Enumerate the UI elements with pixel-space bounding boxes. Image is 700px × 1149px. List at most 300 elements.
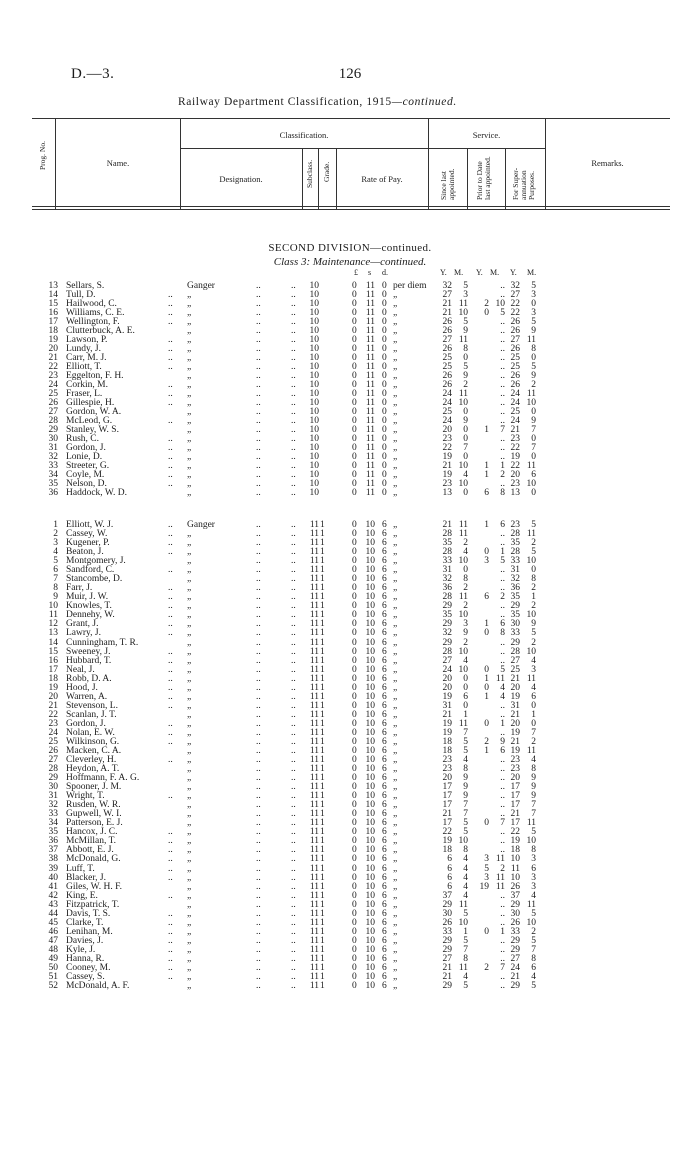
subclass: 11	[309, 628, 319, 639]
page-number: 126	[338, 66, 362, 82]
subclass: 10	[309, 407, 319, 417]
pay-period: „	[393, 335, 398, 345]
leader-dots: ..	[256, 529, 261, 540]
super-years: 26	[510, 317, 520, 327]
rate-of-pay-header: Rate of Pay.	[361, 174, 403, 184]
prog-no: 21	[48, 353, 58, 363]
super-months: 2	[531, 637, 536, 648]
subclass: 11	[309, 782, 319, 793]
leader-dots: ..	[291, 736, 296, 747]
prog-no: 50	[48, 962, 58, 973]
pay-pounds: 0	[352, 673, 357, 684]
since-years: 18	[442, 736, 452, 747]
prior-months: ..	[500, 398, 505, 408]
designation: „	[187, 709, 192, 720]
prog-no: 22	[48, 362, 58, 372]
employee-name: Wright, T.	[66, 791, 105, 802]
leader-dots: ..	[291, 425, 296, 435]
leader-dots: ..	[168, 389, 173, 399]
prior-years: 0	[484, 308, 489, 318]
subclass: 10	[309, 308, 319, 318]
pay-pence: 6	[382, 953, 387, 964]
division-title: SECOND DIVISION—continued.	[268, 242, 432, 254]
page-title-main: Railway Department Classification, 1915	[178, 96, 392, 108]
pay-pence: 6	[382, 547, 387, 558]
designation: „	[187, 836, 192, 847]
super-years: 20	[510, 682, 520, 693]
pay-pence: 6	[382, 800, 387, 811]
employee-name: Cunningham, T. R.	[66, 637, 139, 648]
since-years: 21	[442, 709, 452, 720]
pay-pounds: 0	[352, 601, 357, 612]
prior-months: ..	[500, 836, 505, 847]
leader-dots: ..	[168, 601, 173, 612]
pay-period: „	[393, 362, 398, 372]
designation: „	[187, 592, 192, 603]
prog-no: 42	[48, 890, 58, 901]
prior-months: ..	[500, 764, 505, 775]
prior-months: ..	[500, 809, 505, 820]
pay-pence: 6	[382, 592, 387, 603]
super-months: 11	[526, 335, 536, 345]
leader-dots: ..	[168, 700, 173, 711]
designation: „	[187, 655, 192, 666]
pay-period: „	[393, 619, 398, 630]
pay-pounds: 0	[352, 344, 357, 354]
since-years: 24	[442, 416, 452, 426]
prior-months: 1	[500, 547, 505, 558]
designation: „	[187, 529, 192, 540]
pay-shillings: 10	[365, 682, 375, 693]
pay-pounds: 0	[352, 872, 357, 883]
super-years: 29	[510, 944, 520, 955]
employee-name: McMillan, T.	[66, 836, 117, 847]
since-months: 10	[458, 610, 468, 621]
prog-no: 5	[53, 556, 58, 567]
pay-pounds: 0	[352, 764, 357, 775]
leader-dots: ..	[291, 827, 296, 838]
pay-pence: 0	[382, 335, 387, 345]
prog-no: 30	[48, 782, 58, 793]
leader-dots: ..	[256, 809, 261, 820]
super-years: 30	[510, 908, 520, 919]
subclass: 11	[309, 953, 319, 964]
unit-months: M.	[490, 268, 500, 277]
since-years: 18	[442, 746, 452, 756]
designation: „	[187, 583, 192, 594]
employee-name: Hanna, R.	[66, 953, 105, 964]
employee-name: Lawson, P.	[66, 335, 108, 345]
prog-no: 34	[48, 470, 58, 480]
pay-shillings: 10	[365, 890, 375, 901]
since-months: 11	[458, 520, 468, 530]
pay-period: „	[393, 890, 398, 901]
leader-dots: ..	[168, 380, 173, 390]
pay-shillings: 10	[365, 972, 375, 982]
leader-dots: ..	[168, 872, 173, 883]
pay-pence: 0	[382, 299, 387, 309]
prog-no: 26	[48, 398, 58, 408]
employee-name: Warren, A.	[66, 691, 108, 702]
leader-dots: ..	[168, 917, 173, 928]
prog-no: 35	[48, 827, 58, 838]
designation: „	[187, 736, 192, 747]
unit-pounds: £	[354, 268, 358, 277]
pay-period: „	[393, 637, 398, 648]
pay-pounds: 0	[352, 773, 357, 784]
since-months: 4	[463, 655, 468, 666]
subclass: 10	[309, 479, 319, 489]
leader-dots: ..	[256, 646, 261, 657]
super-years: 26	[510, 917, 520, 928]
prog-no-header: Prog. No.	[38, 141, 47, 170]
grade: 1	[320, 935, 325, 946]
grade: 1	[320, 682, 325, 693]
leader-dots: ..	[168, 619, 173, 630]
designation: „	[187, 317, 192, 327]
pay-pence: 6	[382, 520, 387, 530]
pay-pounds: 0	[352, 619, 357, 630]
prior-months: 6	[500, 746, 505, 756]
pay-shillings: 10	[365, 556, 375, 567]
subclass: 11	[309, 709, 319, 720]
subclass: 10	[309, 344, 319, 354]
designation: „	[187, 854, 192, 865]
table-row	[0, 488, 700, 499]
prog-no: 20	[48, 344, 58, 354]
pay-shillings: 11	[365, 299, 375, 309]
employee-name: Eggelton, F. H.	[66, 371, 124, 381]
pay-pounds: 0	[352, 362, 357, 372]
designation: „	[187, 488, 192, 498]
prog-no: 20	[48, 691, 58, 702]
since-years: 29	[442, 899, 452, 910]
leader-dots: ..	[168, 944, 173, 955]
super-years: 29	[510, 601, 520, 612]
designation: „	[187, 479, 192, 489]
super-years: 26	[510, 881, 520, 892]
since-months: 10	[458, 836, 468, 847]
leader-dots: ..	[256, 452, 261, 462]
employee-name: Haddock, W. D.	[66, 488, 127, 498]
employee-name: Hood, J.	[66, 682, 98, 693]
super-years: 10	[510, 872, 520, 883]
service-header: Service.	[472, 130, 501, 140]
leader-dots: ..	[256, 746, 261, 756]
designation: „	[187, 746, 192, 756]
leader-dots: ..	[256, 863, 261, 874]
since-years: 6	[447, 854, 452, 865]
pay-pounds: 0	[352, 610, 357, 621]
pay-pence: 0	[382, 281, 387, 291]
since-years: 19	[442, 691, 452, 702]
super-years: 33	[510, 926, 520, 937]
since-years: 26	[442, 371, 452, 381]
since-years: 6	[447, 872, 452, 883]
leader-dots: ..	[256, 443, 261, 453]
subclass: 11	[309, 845, 319, 856]
since-months: 4	[463, 881, 468, 892]
super-months: 10	[526, 398, 536, 408]
designation: „	[187, 827, 192, 838]
since-years: 29	[442, 944, 452, 955]
leader-dots: ..	[256, 890, 261, 901]
pay-period: „	[393, 791, 398, 802]
prior-years: 1	[484, 425, 489, 435]
subclass: 11	[309, 619, 319, 630]
pay-shillings: 10	[365, 755, 375, 766]
super-months: 11	[526, 746, 536, 756]
pay-pence: 6	[382, 836, 387, 847]
pay-period: „	[393, 371, 398, 381]
subclass: 11	[309, 556, 319, 567]
prog-no: 33	[48, 461, 58, 471]
since-years: 26	[442, 317, 452, 327]
employee-name: Sellars, S.	[66, 281, 105, 291]
pay-pounds: 0	[352, 881, 357, 892]
super-years: 27	[510, 290, 520, 300]
leader-dots: ..	[168, 335, 173, 345]
prog-no: 15	[48, 299, 58, 309]
employee-name: Hoffmann, F. A. G.	[66, 773, 140, 784]
pay-pounds: 0	[352, 488, 357, 498]
since-months: 0	[463, 488, 468, 498]
employee-name: Lonie, D.	[66, 452, 103, 462]
pay-pounds: 0	[352, 827, 357, 838]
designation: „	[187, 764, 192, 775]
designation: „	[187, 574, 192, 585]
since-years: 27	[442, 655, 452, 666]
employee-name: Montgomery, J.	[66, 556, 126, 567]
pay-period: „	[393, 917, 398, 928]
pay-shillings: 11	[365, 281, 375, 291]
prior-years: 1	[484, 461, 489, 471]
subclass: 10	[309, 371, 319, 381]
pay-period: „	[393, 773, 398, 784]
designation: „	[187, 700, 192, 711]
employee-name: Streeter, G.	[66, 461, 110, 471]
leader-dots: ..	[291, 800, 296, 811]
prog-no: 23	[48, 718, 58, 729]
prior-years: 1	[484, 470, 489, 480]
employee-name: Cassey, W.	[66, 529, 108, 540]
subclass: 11	[309, 610, 319, 621]
pay-pence: 0	[382, 452, 387, 462]
leader-dots: ..	[168, 646, 173, 657]
prior-months: 6	[500, 619, 505, 630]
designation: „	[187, 755, 192, 766]
employee-name: Rush, C.	[66, 434, 99, 444]
leader-dots: ..	[168, 461, 173, 471]
super-months: 10	[526, 646, 536, 657]
pay-period: „	[393, 529, 398, 540]
prog-no: 4	[53, 547, 58, 558]
designation: „	[187, 972, 192, 982]
leader-dots: ..	[256, 673, 261, 684]
pay-pence: 6	[382, 917, 387, 928]
employee-name: Stanley, W. S.	[66, 425, 119, 435]
since-years: 24	[442, 389, 452, 399]
designation: „	[187, 461, 192, 471]
super-years: 17	[510, 800, 520, 811]
prog-no: 17	[48, 664, 58, 675]
prior-months: ..	[500, 917, 505, 928]
since-years: 22	[442, 443, 452, 453]
leader-dots: ..	[291, 953, 296, 964]
pay-period: „	[393, 746, 398, 756]
subclass: 10	[309, 398, 319, 408]
pay-shillings: 10	[365, 962, 375, 973]
leader-dots: ..	[168, 736, 173, 747]
since-months: 2	[463, 601, 468, 612]
prior-years: 19	[479, 881, 489, 892]
pay-pounds: 0	[352, 335, 357, 345]
leader-dots: ..	[291, 673, 296, 684]
pay-shillings: 10	[365, 565, 375, 576]
designation: „	[187, 628, 192, 639]
pay-period: „	[393, 700, 398, 711]
employee-name: Nolan, E. W.	[66, 727, 115, 738]
since-years: 21	[442, 308, 452, 318]
designation: „	[187, 398, 192, 408]
grade: 1	[320, 917, 325, 928]
prior-months: 4	[500, 682, 505, 693]
employee-name: Lenihan, M.	[66, 926, 113, 937]
leader-dots: ..	[256, 371, 261, 381]
since-years: 32	[442, 281, 452, 291]
pay-shillings: 10	[365, 764, 375, 775]
prior-months: 7	[500, 962, 505, 973]
pay-pence: 6	[382, 529, 387, 540]
leader-dots: ..	[256, 556, 261, 567]
prior-years: 0	[484, 547, 489, 558]
pay-pounds: 0	[352, 682, 357, 693]
leader-dots: ..	[291, 899, 296, 910]
pay-pence: 6	[382, 755, 387, 766]
pay-pounds: 0	[352, 646, 357, 657]
super-years: 37	[510, 890, 520, 901]
designation: „	[187, 791, 192, 802]
leader-dots: ..	[256, 953, 261, 964]
pay-period: „	[393, 854, 398, 865]
subclass: 10	[309, 470, 319, 480]
subclass: 10	[309, 416, 319, 426]
since-years: 19	[442, 718, 452, 729]
super-months: 0	[531, 353, 536, 363]
pay-pounds: 0	[352, 520, 357, 530]
leader-dots: ..	[256, 944, 261, 955]
pay-period: „	[393, 800, 398, 811]
leader-dots: ..	[168, 718, 173, 729]
pay-period: „	[393, 755, 398, 766]
super-months: 0	[531, 700, 536, 711]
prog-no: 43	[48, 899, 58, 910]
pay-pence: 0	[382, 479, 387, 489]
since-months: 11	[458, 299, 468, 309]
since-months: 6	[463, 691, 468, 702]
leader-dots: ..	[256, 488, 261, 498]
super-years: 26	[510, 344, 520, 354]
super-months: 5	[531, 981, 536, 992]
pay-pence: 0	[382, 371, 387, 381]
pay-shillings: 10	[365, 981, 375, 992]
grade: 1	[320, 800, 325, 811]
since-months: 7	[463, 809, 468, 820]
pay-pence: 6	[382, 718, 387, 729]
since-months: 11	[458, 718, 468, 729]
since-months: 0	[463, 673, 468, 684]
pay-shillings: 11	[365, 479, 375, 489]
since-months: 5	[463, 981, 468, 992]
subclass: 11	[309, 673, 319, 684]
since-months: 5	[463, 827, 468, 838]
grade: 1	[320, 782, 325, 793]
prog-no: 36	[48, 488, 58, 498]
prior-years: 1	[484, 691, 489, 702]
leader-dots: ..	[168, 398, 173, 408]
since-years: 27	[442, 953, 452, 964]
subclass: 11	[309, 691, 319, 702]
designation: „	[187, 407, 192, 417]
leader-dots: ..	[291, 461, 296, 471]
leader-dots: ..	[291, 727, 296, 738]
prog-no: 17	[48, 317, 58, 327]
pay-pence: 6	[382, 818, 387, 829]
since-years: 25	[442, 353, 452, 363]
grade: 1	[320, 619, 325, 630]
super-months: 6	[531, 691, 536, 702]
super-years: 32	[510, 281, 520, 291]
pay-pence: 0	[382, 425, 387, 435]
super-years: 29	[510, 899, 520, 910]
leader-dots: ..	[256, 389, 261, 399]
subclass: 10	[309, 299, 319, 309]
pay-pence: 0	[382, 407, 387, 417]
pay-shillings: 10	[365, 709, 375, 720]
pay-pounds: 0	[352, 953, 357, 964]
designation: „	[187, 434, 192, 444]
pay-shillings: 11	[365, 308, 375, 318]
super-years: 21	[510, 736, 520, 747]
pay-pence: 6	[382, 565, 387, 576]
pay-pounds: 0	[352, 281, 357, 291]
since-months: 5	[463, 317, 468, 327]
pay-pounds: 0	[352, 452, 357, 462]
designation: „	[187, 935, 192, 946]
leader-dots: ..	[291, 709, 296, 720]
super-months: 9	[531, 371, 536, 381]
leader-dots: ..	[256, 935, 261, 946]
subclass: 11	[309, 818, 319, 829]
leader-dots: ..	[168, 682, 173, 693]
since-years: 32	[442, 574, 452, 585]
grade: 1	[320, 890, 325, 901]
since-months: 9	[463, 371, 468, 381]
super-months: 7	[531, 727, 536, 738]
pay-period: „	[393, 972, 398, 982]
since-months: 9	[463, 791, 468, 802]
since-months: 4	[463, 547, 468, 558]
prog-no: 41	[48, 881, 58, 892]
since-months: 8	[463, 953, 468, 964]
since-years: 13	[442, 488, 452, 498]
leader-dots: ..	[291, 809, 296, 820]
leader-dots: ..	[256, 299, 261, 309]
pay-period: „	[393, 443, 398, 453]
designation: „	[187, 718, 192, 729]
pay-pence: 6	[382, 863, 387, 874]
prior-months: ..	[500, 610, 505, 621]
